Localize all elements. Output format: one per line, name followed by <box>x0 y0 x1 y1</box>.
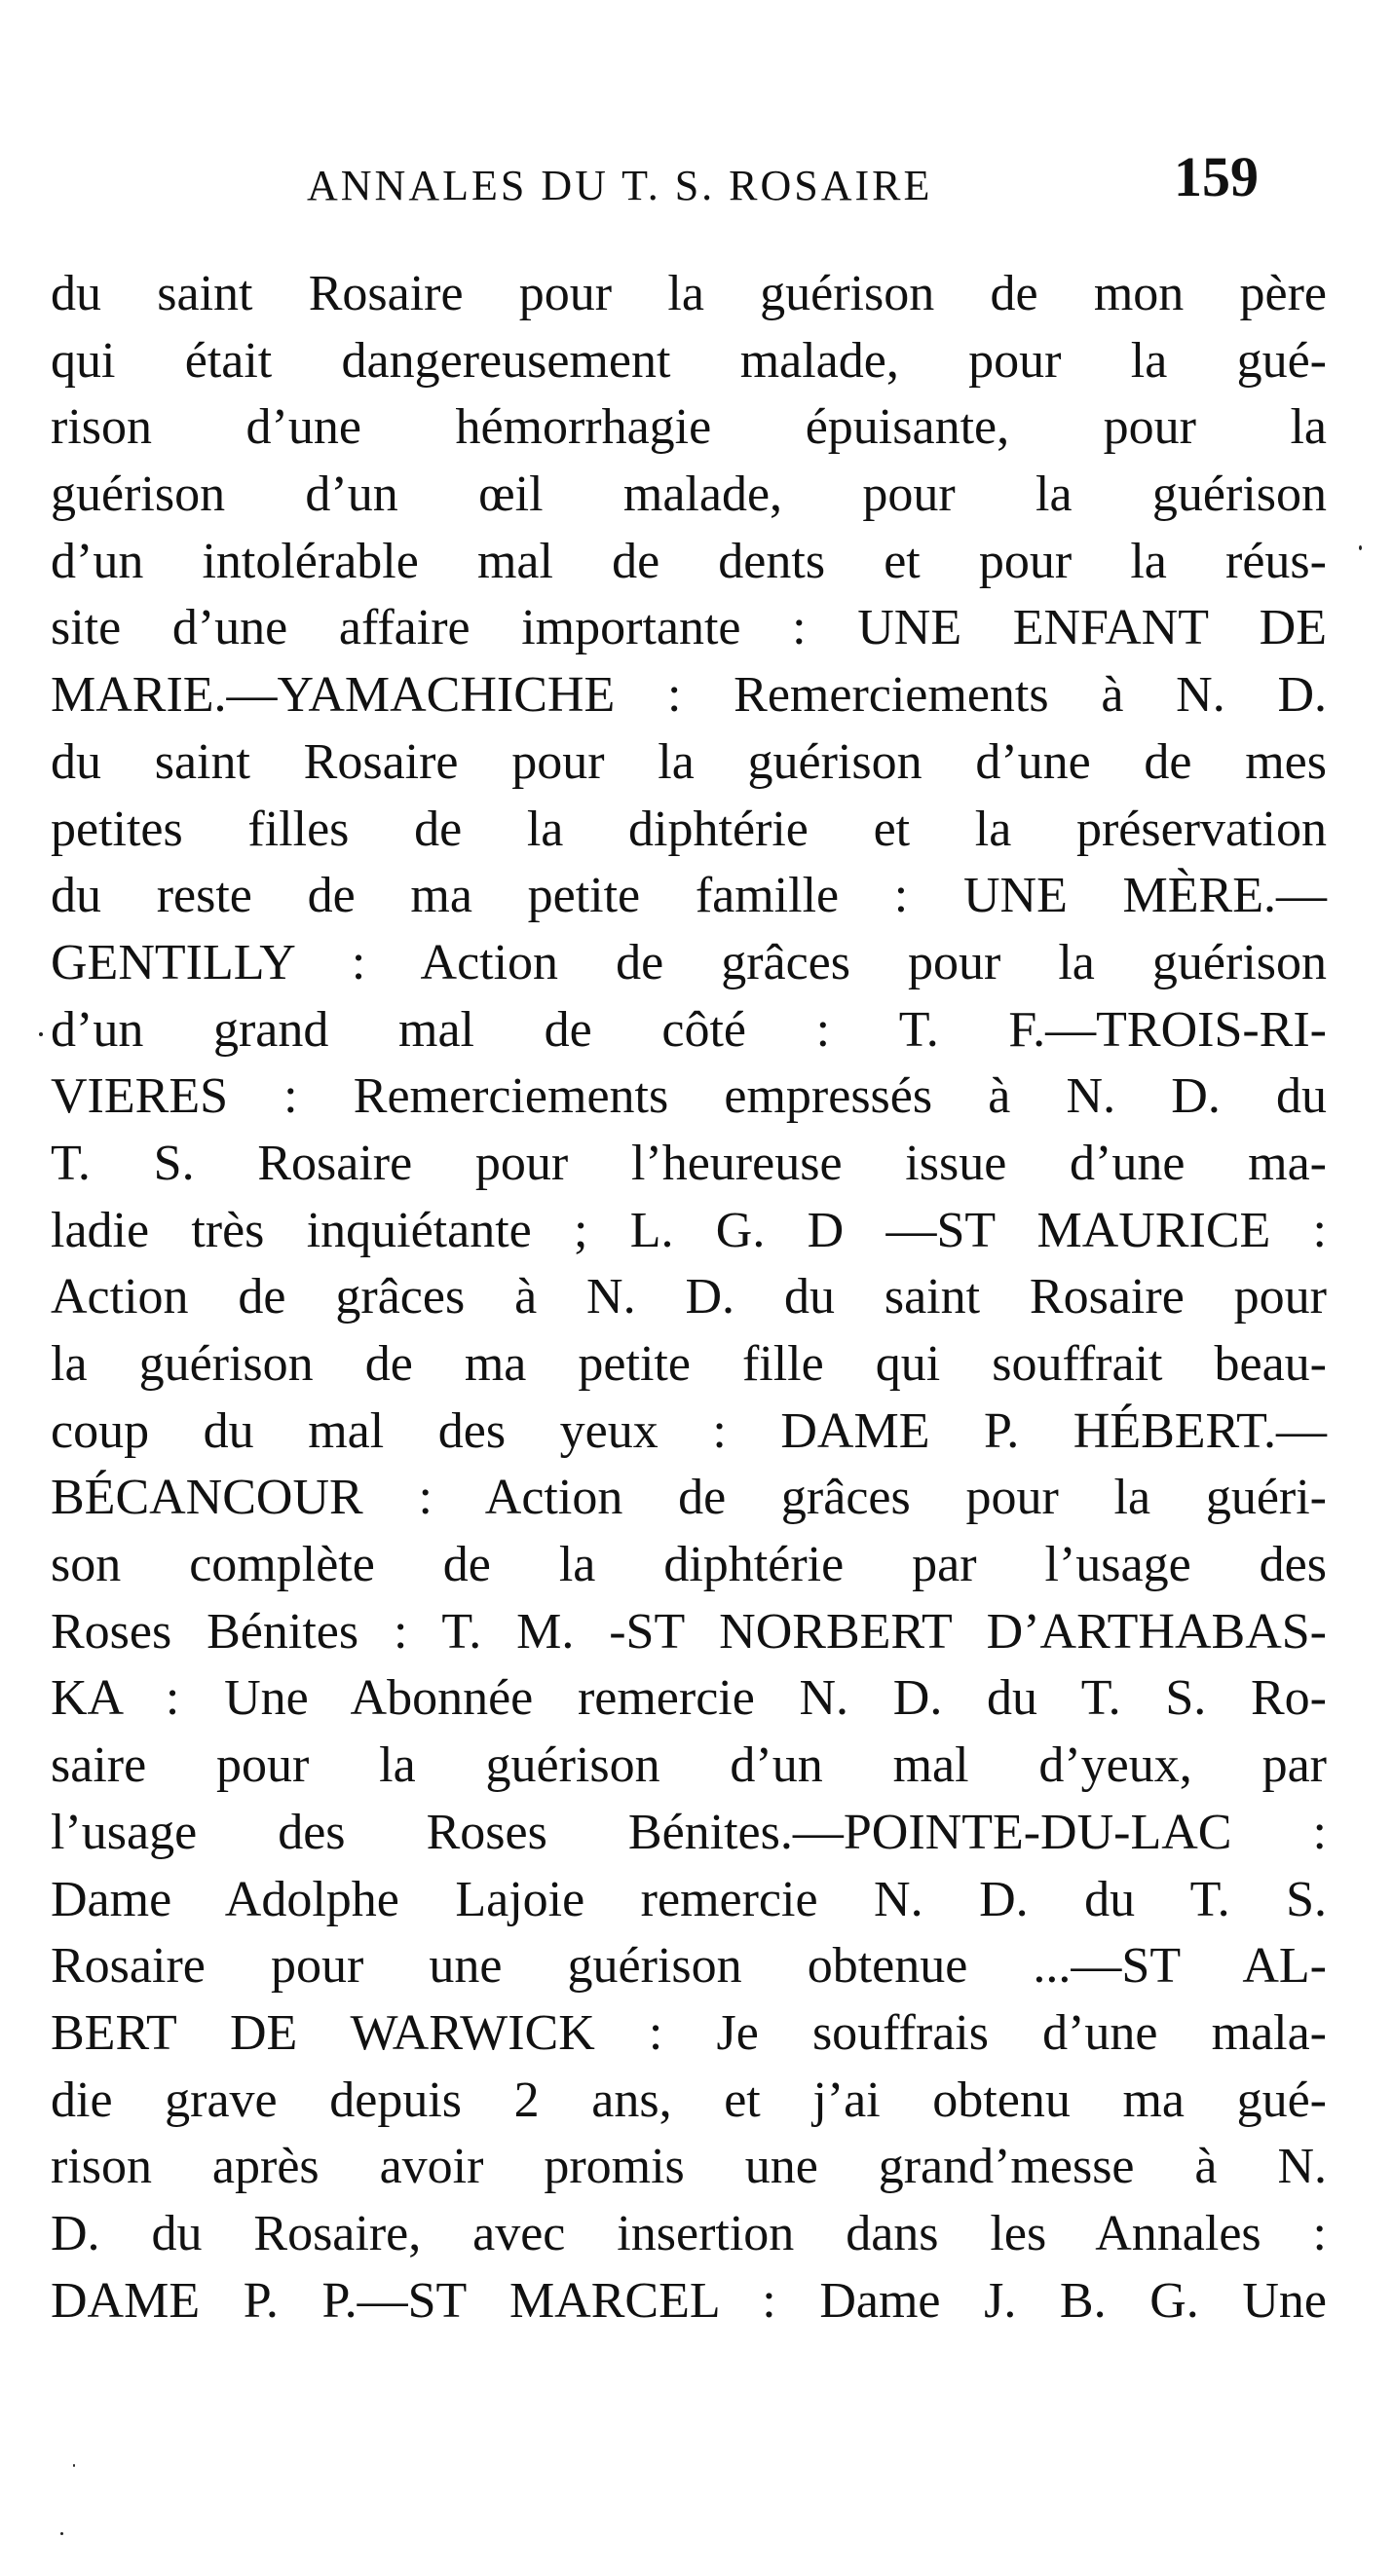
text-line: Rosaire pour une guérison obtenue ...—ST AL- <box>51 1938 1327 1995</box>
text-line: KA : Une Abonnée remercie N. D. du T. S. Ro- <box>51 1670 1327 1727</box>
text-line: d’un intolérable mal de dents et pour la réus- <box>51 533 1327 589</box>
text-line: site d’une affaire importante : UNE ENFANT DE <box>51 600 1327 656</box>
body-text <box>51 261 1327 2334</box>
text-line: la guérison de ma petite fille qui souffrait beau- <box>51 1336 1327 1392</box>
text-line: d’un grand mal de côté : T. F.—TROIS-RI- <box>51 1001 1327 1058</box>
text-line: rison après avoir promis une grand’messe à N. <box>51 2139 1327 2195</box>
text-line: ladie très inquiétante ; L. G. D —ST MAURICE : <box>51 1202 1327 1258</box>
text-line: du saint Rosaire pour la guérison de mon père <box>51 266 1327 321</box>
text-line: du reste de ma petite famille : UNE MÈRE.— <box>51 868 1327 924</box>
text-line: DAME P. P.—ST MARCEL : Dame J. B. G. Une <box>51 2272 1327 2329</box>
text-line: die grave depuis 2 ans, et j’ai obtenu ma gué- <box>51 2072 1327 2128</box>
scan-speck <box>73 2464 75 2467</box>
text-line: petites filles de la diphtérie et la préservation <box>51 801 1327 857</box>
scan-speck <box>60 2532 63 2535</box>
text-line: Dame Adolphe Lajoie remercie N. D. du T. S. <box>51 1871 1327 1927</box>
text-line: l’usage des Roses Bénites.—POINTE-DU-LAC : <box>51 1804 1327 1860</box>
text-line: Roses Bénites : T. M. -ST NORBERT D’ARTHABAS- <box>51 1603 1327 1660</box>
text-line: MARIE.—YAMACHICHE : Remerciements à N. D. <box>51 667 1327 724</box>
text-line: son complète de la diphtérie par l’usage des <box>51 1537 1327 1593</box>
scan-speck <box>1359 545 1362 550</box>
scan-speck <box>39 1032 43 1036</box>
text-line: GENTILLY : Action de grâces pour la guérison <box>51 934 1327 990</box>
text-line: qui était dangereusement malade, pour la gué- <box>51 332 1327 389</box>
text-line: rison d’une hémorrhagie épuisante, pour la <box>51 399 1327 456</box>
text-line: saire pour la guérison d’un mal d’yeux, par <box>51 1737 1327 1794</box>
page-number: 159 <box>1174 145 1259 208</box>
text-line: D. du Rosaire, avec insertion dans les Annales : <box>51 2205 1327 2261</box>
text-line: VIERES : Remerciements empressés à N. D. du <box>51 1068 1327 1125</box>
text-line: BÉCANCOUR : Action de grâces pour la guéri- <box>51 1470 1327 1526</box>
text-line: du saint Rosaire pour la guérison d’une de mes <box>51 733 1327 790</box>
text-line: guérison d’un œil malade, pour la guérison <box>51 467 1327 523</box>
text-line: BERT DE WARWICK : Je souffrais d’une mala- <box>51 2004 1327 2061</box>
text-line: coup du mal des yeux : DAME P. HÉBERT.— <box>51 1402 1327 1459</box>
running-head: ANNALES DU T. S. ROSAIRE <box>307 162 933 209</box>
text-line: Action de grâces à N. D. du saint Rosaire pour <box>51 1269 1327 1325</box>
text-line: T. S. Rosaire pour l’heureuse issue d’une ma- <box>51 1135 1327 1191</box>
